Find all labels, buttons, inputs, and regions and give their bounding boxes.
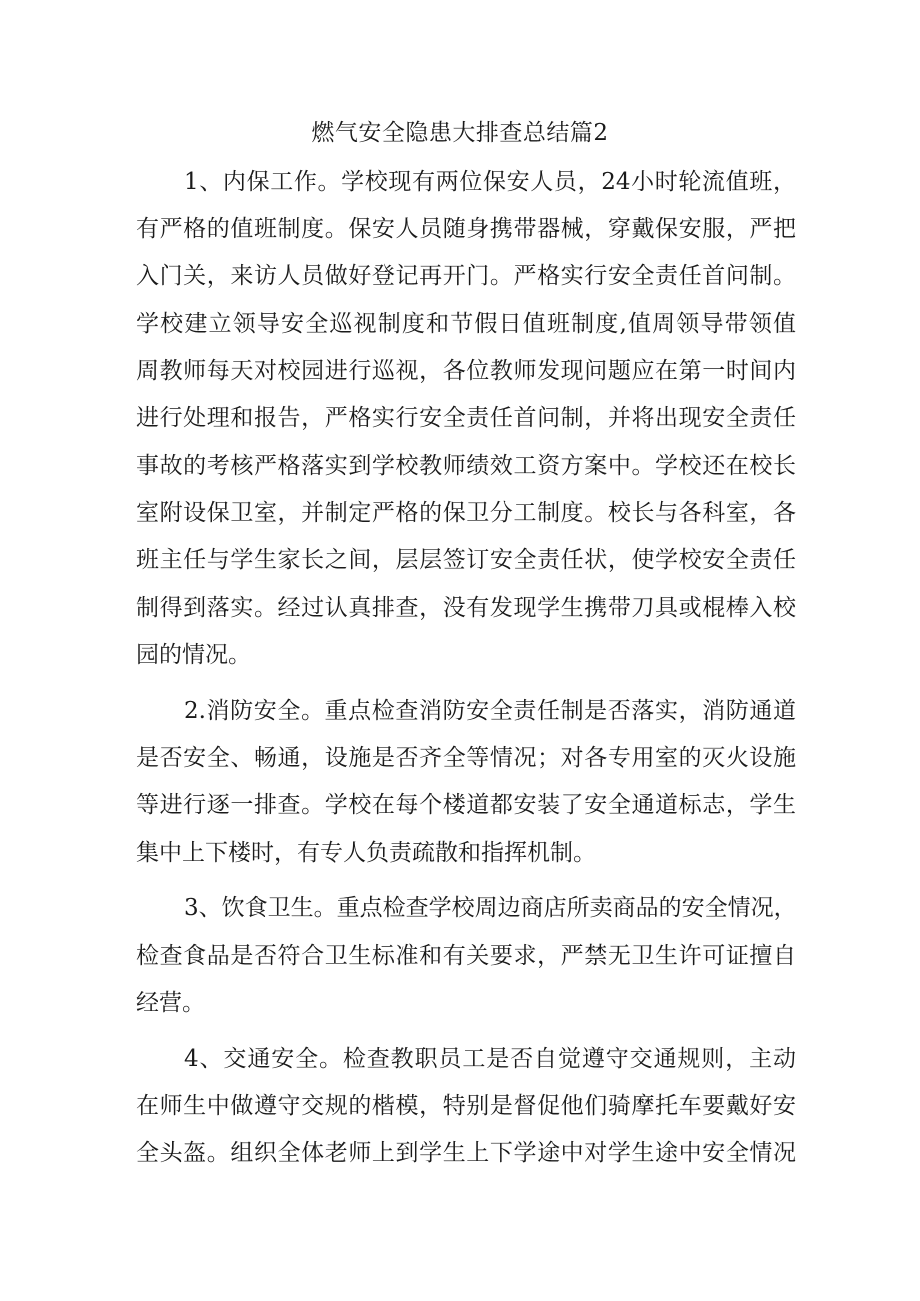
- paragraph-line: 检查食品是否符合卫生标准和有关要求，严禁无卫生许可证擅自: [136, 943, 796, 969]
- paragraph-line: 集中上下楼时，有专人负责疏散和指挥机制。: [136, 840, 596, 866]
- paragraph-line: 事故的考核严格落实到学校教师绩效工资方案中。学校还在校长: [136, 453, 796, 479]
- paragraph-line: 等进行逐一排查。学校在每个楼道都安装了安全通道标志，学生: [136, 792, 796, 818]
- paragraph-line: 是否安全、畅通，设施是否齐全等情况；对各专用室的灭火设施: [136, 745, 796, 771]
- paragraph-line: 班主任与学生家长之间，层层签订安全责任状，使学校安全责任: [136, 547, 796, 573]
- paragraph-line: 入门关，来访人员做好登记再开门。严格实行安全责任首问制。: [136, 263, 796, 289]
- paragraph-line: 室附设保卫室，并制定严格的保卫分工制度。校长与各科室，各: [136, 500, 796, 526]
- paragraph-line: 1、内保工作。学校现有两位保安人员，24小时轮流值班，: [184, 169, 796, 195]
- paragraph-line: 4、交通安全。检查教职员工是否自觉遵守交通规则，主动: [184, 1046, 796, 1072]
- paragraph-line: 制得到落实。经过认真排查，没有发现学生携带刀具或棍棒入校: [136, 595, 796, 621]
- paragraph-line: 周教师每天对校园进行巡视，各位教师发现问题应在第一时间内: [136, 358, 796, 384]
- paragraph-line: 2.消防安全。重点检查消防安全责任制是否落实，消防通道: [184, 698, 796, 724]
- paragraph-line: 进行处理和报告，严格实行安全责任首问制，并将出现安全责任: [136, 405, 796, 431]
- paragraph-line: 学校建立领导安全巡视制度和节假日值班制度,值周领导带领值: [136, 311, 796, 337]
- paragraph-line: 3、饮食卫生。重点检查学校周边商店所卖商品的安全情况，: [184, 895, 797, 921]
- paragraph-line: 经营。: [136, 990, 205, 1016]
- paragraph-line: 在师生中做遵守交规的楷模，特别是督促他们骑摩托车要戴好安: [136, 1093, 796, 1119]
- document-title: 燃气安全隐患大排查总结篇2: [311, 120, 609, 146]
- paragraph-line: 全头盔。组织全体老师上到学生上下学途中对学生途中安全情况: [136, 1140, 796, 1166]
- paragraph-line: 有严格的值班制度。保安人员随身携带器械，穿戴保安服，严把: [136, 216, 796, 242]
- paragraph-line: 园的情况。: [136, 642, 251, 668]
